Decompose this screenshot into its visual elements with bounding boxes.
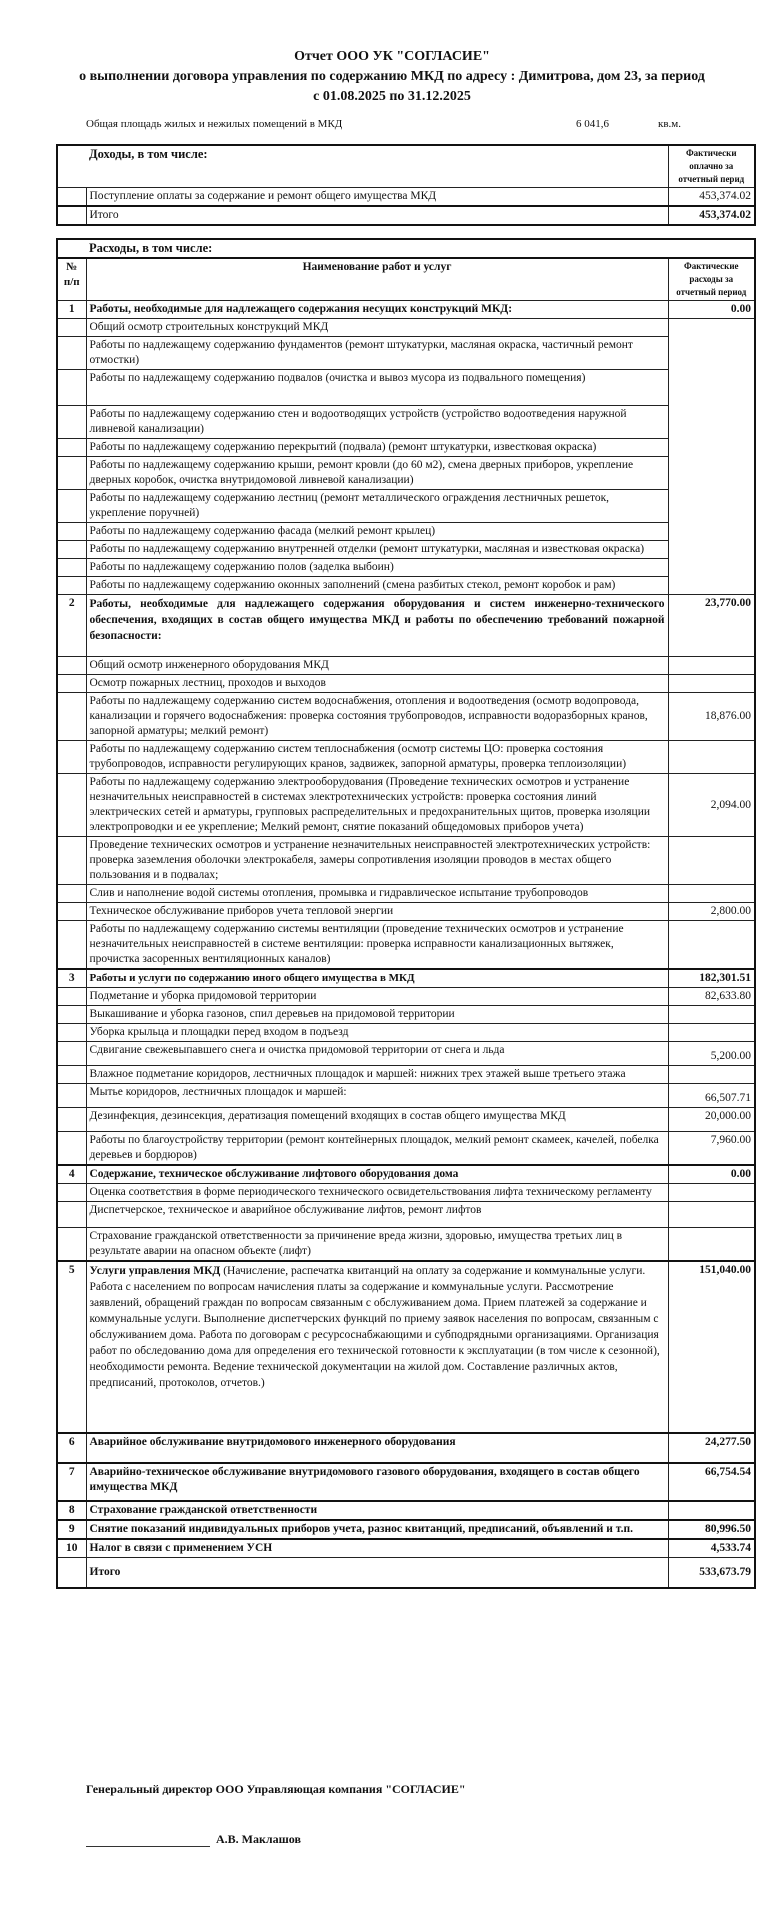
section-amount: 4,533.74 [668,1539,755,1558]
table-row [57,741,755,774]
item-amount [668,741,755,774]
income-row-amount: 453,374.02 [668,188,755,207]
col-num-header: № п/п [57,258,86,301]
item-amount [668,921,755,970]
item-amount [668,1006,755,1024]
income-table [56,144,756,226]
table-row [57,406,755,439]
table-row [57,988,755,1006]
section-amount: 66,754.54 [668,1463,755,1501]
signature-name: А.В. Маклашов [216,1832,301,1846]
table-row [57,457,755,490]
section-amount: 182,301.51 [668,969,755,988]
item-label: Работы по надлежащему содержанию систем водоснабжения, отопления и водоотведения (осмотр водопровода, канализации и горячего водоснабжения: проверка состояния трубопроводов, исправности водоразборных кранов, запорной арматуры; мелкий ремонт) [86,693,668,741]
section-title: Снятие показаний индивидуальных приборов учета, разнос квитанций, предписаний, объявлений и т.п. [86,1520,668,1539]
table-row [57,1108,755,1132]
item-label: Работы по надлежащему содержанию оконных заполнений (смена разбитых стекол, ремонт коробок и рам) [86,577,668,595]
item-label: Работы по надлежащему содержанию фундаментов (ремонт штукатурки, масляная окраска, частичный ремонт отмостки) [86,337,668,370]
section-num: 3 [57,969,86,988]
item-label: Работы по надлежащему содержанию электрооборудования (Проведение технических осмотров и устранение незначительных неисправностей в системах электротехнических устройств: проверка состояния линий электрических сетей и арматуры, групповых распределительных и предохранительных щитов, проверка изоляции электропроводки и ее укрепление; Мелкий ремонт, снятие показаний общедомовых приборов учета) [86,774,668,837]
table-row [57,1228,755,1262]
table-row [57,693,755,741]
section-num: 9 [57,1520,86,1539]
item-amount: 82,633.80 [668,988,755,1006]
section-title-bold: Услуги управления МКД [89,1265,221,1277]
expenses-title: Расходы, в том числе: [86,239,755,258]
income-row-label: Поступление оплаты за содержание и ремонт общего имущества МКД [86,188,668,207]
item-label: Работы по надлежащему содержанию фасада (мелкий ремонт крылец) [86,523,668,541]
item-label: Работы по благоустройству территории (ремонт контейнерных площадок, мелкий ремонт скамеек, качелей, побелка деревьев и бордюров) [86,1132,668,1166]
item-label: Работы по надлежащему содержанию внутренней отделки (ремонт штукатурки, масляная и известковая окраска) [86,541,668,559]
section-num: 1 [57,301,86,319]
item-amount [668,1066,755,1084]
expenses-title-row [57,239,755,258]
table-row [57,319,755,337]
item-label: Сдвигание свежевыпавшего снега и очистка придомовой территории от снега и льда [86,1042,668,1066]
section-title: Аварийно-техническое обслуживание внутридомового газового оборудования, входящего в состав общего имущества МКД [86,1463,668,1501]
table-row [57,837,755,885]
item-label: Техническое обслуживание приборов учета тепловой энергии [86,903,668,921]
item-label: Осмотр пожарных лестниц, проходов и выходов [86,675,668,693]
table-row [57,577,755,595]
section-title: Страхование гражданской ответственности [86,1501,668,1520]
section-num: 10 [57,1539,86,1558]
section-num: 2 [57,595,86,657]
signature-line [86,1846,210,1847]
expenses-total-row [57,1558,755,1588]
section-amount: 0.00 [668,1165,755,1184]
section-title: Аварийное обслуживание внутридомового инженерного оборудования [86,1433,668,1463]
income-total-label: Итого [86,206,668,225]
item-label: Уборка крыльца и площадки перед входом в подъезд [86,1024,668,1042]
table-row [57,337,755,370]
item-amount [668,1228,755,1262]
section-row [57,301,755,319]
item-amount: 5,200.00 [668,1042,755,1066]
table-row [57,188,755,207]
section-row [57,1520,755,1539]
item-label: Работы по надлежащему содержанию перекрытий (подвала) (ремонт штукатурки, известковая окраска) [86,439,668,457]
item-label: Оценка соответствия в форме периодического технического освидетельствования лифта техническому регламенту [86,1184,668,1202]
table-row [57,1132,755,1166]
section-amount: 24,277.50 [668,1433,755,1463]
expenses-total-amount: 533,673.79 [668,1558,755,1588]
expenses-total-label: Итого [86,1558,668,1588]
col-amount-header: Фактические расходы за отчетный период [668,258,755,301]
item-label: Слив и наполнение водой системы отопления, промывка и гидравлическое испытание трубопроводов [86,885,668,903]
section-num: 6 [57,1433,86,1463]
section-row [57,1463,755,1501]
item-amount [668,319,755,595]
item-amount [668,885,755,903]
report-title: Отчет ООО УК "СОГЛАСИЕ" [294,49,490,64]
table-row [57,1042,755,1066]
area-value: 6 041,6 [576,118,609,130]
section-row [57,1501,755,1520]
section-title [86,1261,668,1433]
section-num: 7 [57,1463,86,1501]
section-description: (Начисление, распечатка квитанций на оплату за содержание и коммунальные услуги. Работа с населением по вопросам начисления платы за содержание и коммунальные услуги. Рассмотрение заявлений, обращений граждан по вопросам связанным с обслуживанием дома. Прием платежей за содержание и коммунальные услуги. Выполнение диспетчерских функций по приему заявок населения по вопросам, связанным с обслуживанием дома. Работа по договорам с ресурсоснабжающими и субподрядными организациями. Организация работ по обследованию дома для определения его технической готовности к эксплуатации (в том числе к сезонной), необходимости ремонта. Ведение технической документации на жилой дом. Составление различных актов, предписаний, протоколов, отчетов.) [89,1265,660,1389]
item-amount [668,837,755,885]
item-amount [668,1184,755,1202]
item-label: Влажное подметание коридоров, лестничных площадок и маршей: нижних трех этажей выше третьего этажа [86,1066,668,1084]
item-amount [668,675,755,693]
table-row [57,657,755,675]
col-name-header: Наименование работ и услуг [86,258,668,301]
signature-block [86,1832,301,1847]
item-amount: 20,000.00 [668,1108,755,1132]
table-row [57,370,755,406]
item-label: Работы по надлежащему содержанию системы вентиляции (проведение технических осмотров и устранение незначительных неисправностей в системе вентиляции: проверка исправности канализационных вытяжек, прочистка засоренных вентиляционных каналов) [86,921,668,970]
area-label: Общая площадь жилых и нежилых помещений в МКД [86,118,343,130]
item-amount: 2,800.00 [668,903,755,921]
item-label: Диспетчерское, техническое и аварийное обслуживание лифтов, ремонт лифтов [86,1202,668,1228]
table-row [57,903,755,921]
expenses-header-row [57,258,755,301]
section-row [57,595,755,657]
item-label: Работы по надлежащему содержанию подвалов (очистка и вывоз мусора из подвального помещения) [86,370,668,406]
section-amount [668,1501,755,1520]
item-label: Мытье коридоров, лестничных площадок и маршей: [86,1084,668,1108]
section-row [57,1433,755,1463]
table-row [57,1184,755,1202]
item-label: Проведение технических осмотров и устранение незначительных неисправностей электротехнических устройств: проверка заземления оболочки электрокабеля, замеры сопротивления изоляции проводов в местах общего пользования и в подвалах; [86,837,668,885]
table-row [57,885,755,903]
item-amount [668,1024,755,1042]
item-label: Общий осмотр строительных конструкций МКД [86,319,668,337]
item-amount [668,1202,755,1228]
item-label: Выкашивание и уборка газонов, спил деревьев на придомовой территории [86,1006,668,1024]
section-amount: 151,040.00 [668,1261,755,1433]
item-label: Общий осмотр инженерного оборудования МКД [86,657,668,675]
item-label: Работы по надлежащему содержанию полов (заделка выбоин) [86,559,668,577]
section-title: Налог в связи с применением УСН [86,1539,668,1558]
area-unit: кв.м. [658,118,681,130]
section-num: 4 [57,1165,86,1184]
table-row [57,1006,755,1024]
income-total-amount: 453,374.02 [668,206,755,225]
report-period: с 01.08.2025 по 31.12.2025 [313,89,471,104]
section-row [57,1261,755,1433]
section-amount: 0.00 [668,301,755,319]
section-title: Работы, необходимые для надлежащего содержания несущих конструкций МКД: [86,301,668,319]
item-label: Работы по надлежащему содержанию крыши, ремонт кровли (до 60 м2), смена дверных приборов, укрепление дверных коробок, очистка внутридомовой ливневой канализации) [86,457,668,490]
income-title: Доходы, в том числе: [86,145,668,188]
section-title: Содержание, техническое обслуживание лифтового оборудования дома [86,1165,668,1184]
item-amount: 18,876.00 [668,693,755,741]
section-num: 5 [57,1261,86,1433]
table-row [57,675,755,693]
table-row [57,921,755,970]
table-row [57,541,755,559]
section-title: Работы и услуги по содержанию иного общего имущества в МКД [86,969,668,988]
income-header-row [57,145,755,188]
signature-position: Генеральный директор ООО Управляющая компания "СОГЛАСИЕ" [86,1782,466,1796]
table-row [57,559,755,577]
income-col-header: Фактически оплачно за отчетный перид [668,145,755,188]
item-amount: 7,960.00 [668,1132,755,1166]
item-label: Страхование гражданской ответственности за причинение вреда жизни, здоровью, имущества третьих лиц в результате аварии на опасном объекте (лифт) [86,1228,668,1262]
item-label: Работы по надлежащему содержанию систем теплоснабжения (осмотр системы ЦО: проверка состояния трубопроводов, исправности регулирующих кранов, задвижек, запорной арматуры, проверка теплоизоляции) [86,741,668,774]
item-amount [668,657,755,675]
section-row [57,969,755,988]
item-label: Работы по надлежащему содержанию стен и водоотводящих устройств (устройство водоотведения наружной ливневой канализации) [86,406,668,439]
income-total-row [57,206,755,225]
table-row [57,774,755,837]
section-row [57,1165,755,1184]
table-row [57,1202,755,1228]
expenses-table [56,238,756,1589]
section-num: 8 [57,1501,86,1520]
item-amount: 2,094.00 [668,774,755,837]
item-amount: 66,507.71 [668,1084,755,1108]
section-amount: 23,770.00 [668,595,755,657]
item-label: Подметание и уборка придомовой территории [86,988,668,1006]
section-row [57,1539,755,1558]
report-subtitle: о выполнении договора управления по содержанию МКД по адресу : Димитрова, дом 23, за период [79,69,705,84]
item-label: Дезинфекция, дезинсекция, дератизация помещений входящих в состав общего имущества МКД [86,1108,668,1132]
table-row [57,439,755,457]
section-title: Работы, необходимые для надлежащего содержания оборудования и систем инженерно-технического обеспечения, входящих в состав общего имущества МКД и работы по обеспечению требований пожарной безопасности: [86,595,668,657]
table-row [57,1066,755,1084]
table-row [57,1084,755,1108]
table-row [57,1024,755,1042]
table-row [57,490,755,523]
section-amount: 80,996.50 [668,1520,755,1539]
item-label: Работы по надлежащему содержанию лестниц (ремонт металлического ограждения лестничных решеток, укрепление поручней) [86,490,668,523]
table-row [57,523,755,541]
